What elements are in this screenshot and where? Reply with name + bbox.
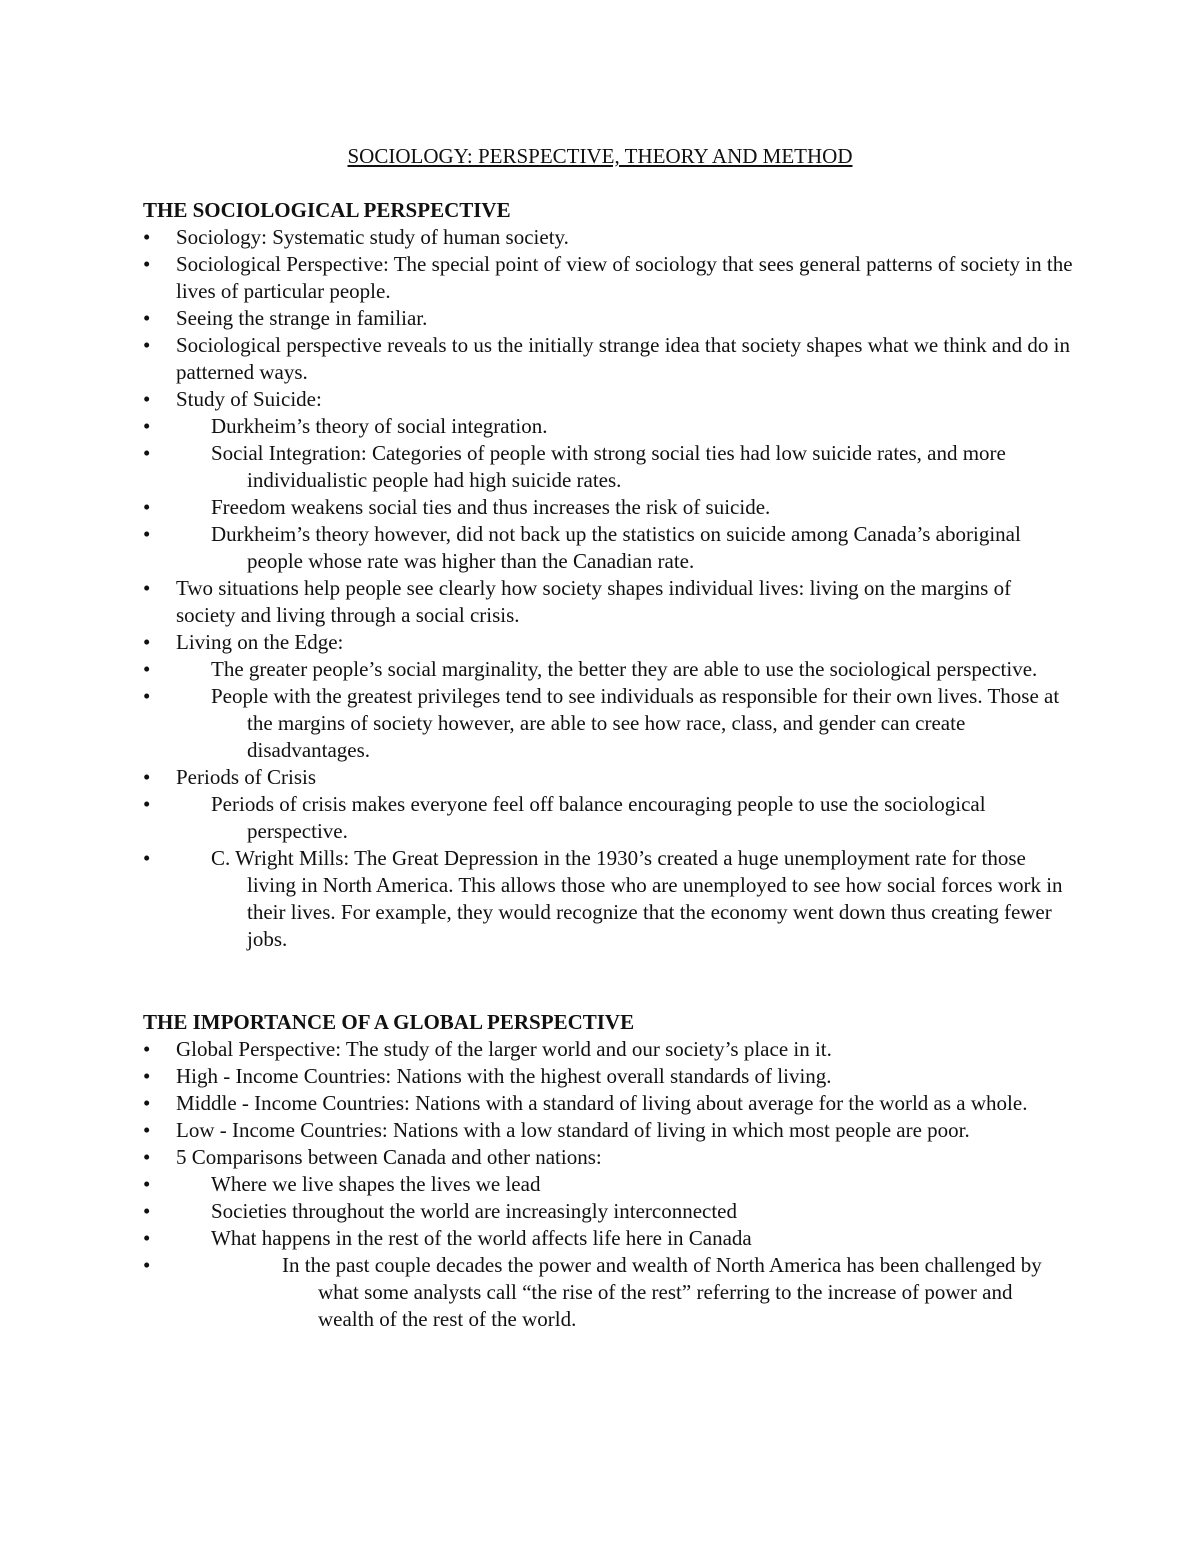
bullet-icon: •	[143, 630, 151, 654]
bullet-icon: •	[143, 1037, 151, 1061]
list-item-text: Living on the Edge:	[176, 630, 344, 654]
list-item-text: Periods of Crisis	[176, 765, 317, 789]
list-item	[143, 1063, 1073, 1090]
list-item	[143, 1225, 1073, 1252]
section-sociological-perspective	[143, 197, 1073, 953]
list-item	[143, 413, 1073, 440]
list-item-text: Social Integration: Categories of people with strong social ties had low suicide rates, and more individualistic people had high suicide rates.	[211, 441, 1006, 492]
bullet-icon: •	[143, 522, 151, 546]
list-item-text: Periods of crisis makes everyone feel off balance encouraging people to use the sociological perspective.	[211, 792, 986, 843]
bullet-icon: •	[143, 657, 151, 681]
list-item-text: What happens in the rest of the world affects life here in Canada	[211, 1226, 752, 1250]
bullet-icon: •	[143, 252, 151, 276]
list-item	[143, 332, 1073, 386]
list-item-text: Durkheim’s theory of social integration.	[211, 414, 548, 438]
bullet-icon: •	[143, 306, 151, 330]
list-item-text: Study of Suicide:	[176, 387, 322, 411]
bullet-list	[143, 1036, 1073, 1333]
list-item	[143, 305, 1073, 332]
list-item	[143, 791, 1073, 845]
bullet-icon: •	[143, 684, 151, 708]
bullet-icon: •	[143, 441, 151, 465]
list-item	[143, 494, 1073, 521]
list-item-text: Sociological Perspective: The special point of view of sociology that sees general patterns of society in the lives of particular people.	[176, 252, 1073, 303]
bullet-icon: •	[143, 1091, 151, 1115]
bullet-icon: •	[143, 1064, 151, 1088]
bullet-icon: •	[143, 414, 151, 438]
list-item	[143, 521, 1073, 575]
section-heading: THE IMPORTANCE OF A GLOBAL PERSPECTIVE	[143, 1010, 635, 1034]
list-item-text: The greater people’s social marginality, the better they are able to use the sociological perspective.	[211, 657, 1038, 681]
list-item	[143, 386, 1073, 413]
list-item	[143, 764, 1073, 791]
list-item	[143, 656, 1073, 683]
list-item	[143, 224, 1073, 251]
section-global-perspective	[143, 1009, 1073, 1333]
list-item-text: Seeing the strange in familiar.	[176, 306, 428, 330]
list-item-text: In the past couple decades the power and wealth of North America has been challenged by what some analysts call “the rise of the rest” referring to the increase of power and wealth of the rest of the world.	[282, 1253, 1042, 1331]
list-item-text: People with the greatest privileges tend to see individuals as responsible for their own lives. Those at the margins of society however, are able to see how race, class, and gender can create disadvantages.	[211, 684, 1060, 762]
list-item-text: Durkheim’s theory however, did not back up the statistics on suicide among Canada’s aboriginal people whose rate was higher than the Canadian rate.	[211, 522, 1021, 573]
list-item	[143, 1252, 1073, 1333]
bullet-icon: •	[143, 792, 151, 816]
section-heading: THE SOCIOLOGICAL PERSPECTIVE	[143, 198, 511, 222]
bullet-icon: •	[143, 765, 151, 789]
bullet-icon: •	[143, 846, 151, 870]
bullet-icon: •	[143, 225, 151, 249]
list-item	[143, 1144, 1073, 1171]
list-item	[143, 1036, 1073, 1063]
bullet-icon: •	[143, 1226, 151, 1250]
bullet-icon: •	[143, 1172, 151, 1196]
bullet-icon: •	[143, 1145, 151, 1169]
list-item-text: Low - Income Countries: Nations with a low standard of living in which most people are poor.	[176, 1118, 970, 1142]
list-item-text: 5 Comparisons between Canada and other nations:	[176, 1145, 602, 1169]
list-item-text: Middle - Income Countries: Nations with a standard of living about average for the world as a whole.	[176, 1091, 1028, 1115]
bullet-icon: •	[143, 495, 151, 519]
list-item-text: Where we live shapes the lives we lead	[211, 1172, 541, 1196]
list-item	[143, 845, 1073, 953]
list-item-text: Societies throughout the world are increasingly interconnected	[211, 1199, 737, 1223]
list-item	[143, 1198, 1073, 1225]
bullet-icon: •	[143, 1253, 151, 1277]
list-item	[143, 251, 1073, 305]
list-item-text: Freedom weakens social ties and thus increases the risk of suicide.	[211, 495, 771, 519]
bullet-icon: •	[143, 1199, 151, 1223]
list-item-text: Global Perspective: The study of the larger world and our society’s place in it.	[176, 1037, 832, 1061]
list-item	[143, 629, 1073, 656]
list-item	[143, 1171, 1073, 1198]
list-item	[143, 1117, 1073, 1144]
list-item-text: C. Wright Mills: The Great Depression in the 1930’s created a huge unemployment rate for those living in North America. This allows those who are unemployed to see how social forces work in their lives. For example, they would recognize that the economy went down thus creating fewer jobs.	[211, 846, 1063, 951]
list-item-text: Sociological perspective reveals to us the initially strange idea that society shapes what we think and do in patterned ways.	[176, 333, 1071, 384]
bullet-icon: •	[143, 333, 151, 357]
list-item	[143, 440, 1073, 494]
list-item-text: High - Income Countries: Nations with the highest overall standards of living.	[176, 1064, 832, 1088]
list-item	[143, 1090, 1073, 1117]
list-item-text: Sociology: Systematic study of human society.	[176, 225, 569, 249]
bullet-icon: •	[143, 1118, 151, 1142]
list-item-text: Two situations help people see clearly how society shapes individual lives: living on the margins of society and living through a social crisis.	[176, 576, 1012, 627]
bullet-icon: •	[143, 576, 151, 600]
document-title: SOCIOLOGY: PERSPECTIVE, THEORY AND METHOD	[347, 144, 853, 168]
list-item	[143, 683, 1073, 764]
list-item	[143, 575, 1073, 629]
bullet-icon: •	[143, 387, 151, 411]
bullet-list	[143, 224, 1073, 953]
